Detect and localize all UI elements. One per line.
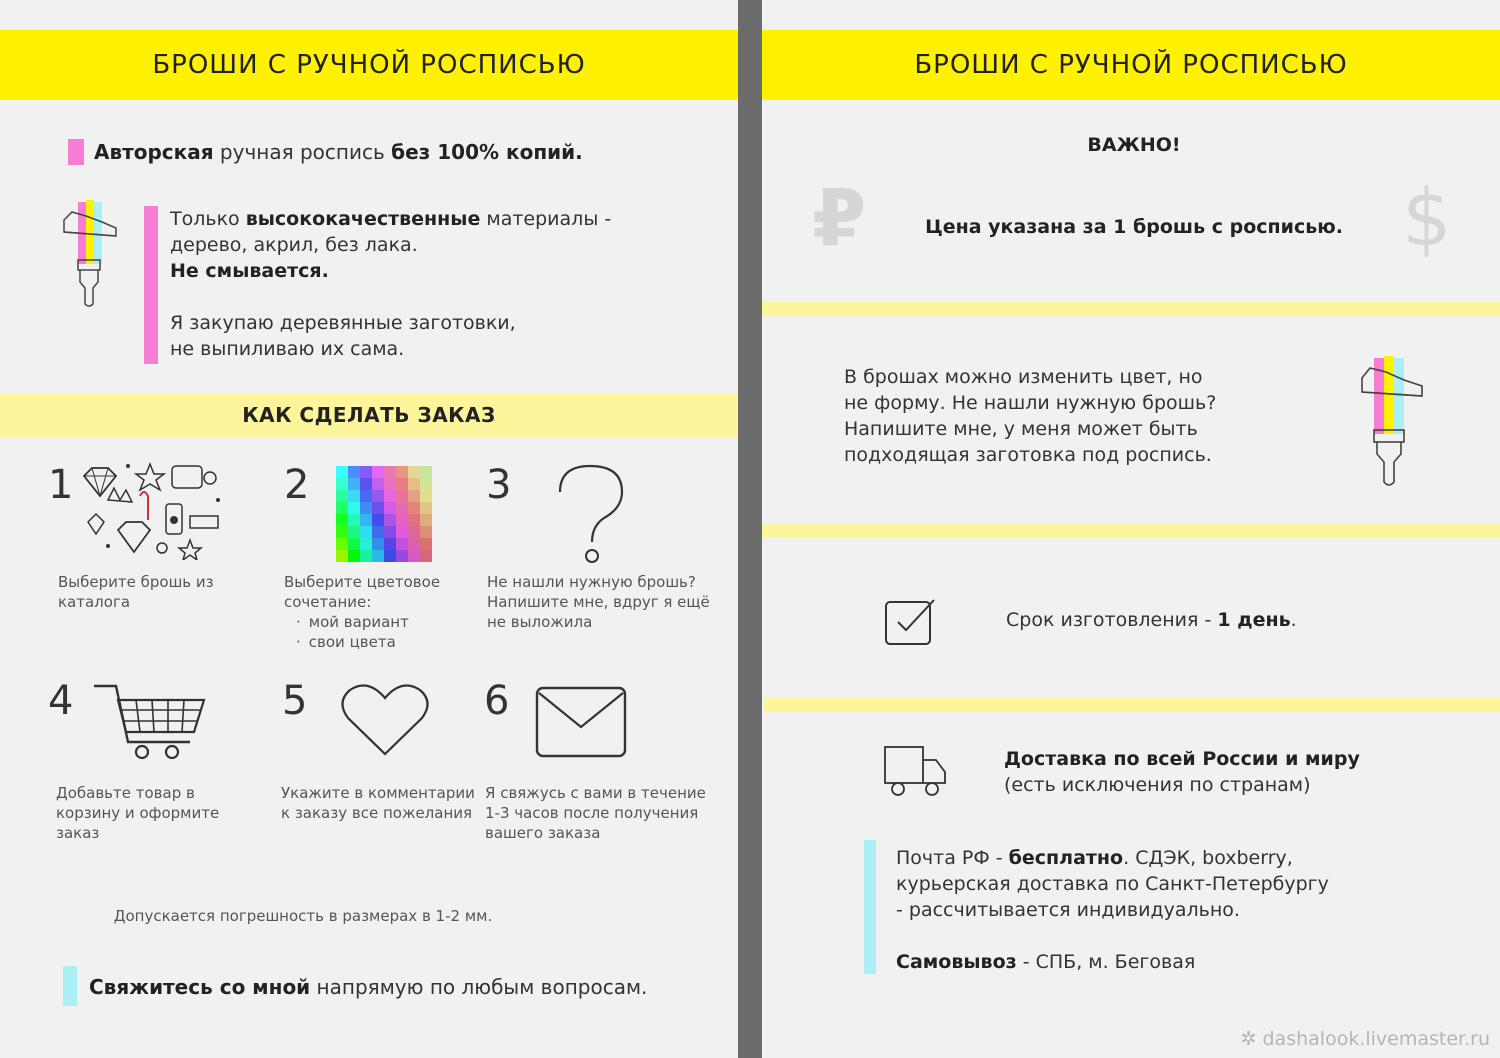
checkbox-icon	[884, 598, 936, 646]
color-grid-cell	[336, 490, 348, 502]
color-grid-cell	[348, 502, 360, 514]
color-grid-cell	[420, 466, 432, 478]
shipping-line1c: . СДЭК, boxberry,	[1123, 847, 1293, 869]
color-grid-cell	[360, 466, 372, 478]
color-grid-cell	[372, 550, 384, 562]
color-grid-cell	[336, 478, 348, 490]
color-grid-cell	[408, 490, 420, 502]
color-grid-cell	[408, 478, 420, 490]
intro-pink-marker	[68, 139, 84, 165]
left-page	[0, 0, 738, 1058]
contact-cyan-marker	[63, 966, 77, 1006]
production-text	[1006, 607, 1297, 633]
delivery-text	[1004, 746, 1360, 798]
tolerance-note: Допускается погрешность в размерах в 1-2 мм.	[113, 907, 493, 925]
shipping-free: бесплатно	[1008, 847, 1124, 869]
color-grid-cell	[384, 478, 396, 490]
intro-middle: ручная роспись	[213, 140, 392, 164]
doodle-collage-icon	[78, 460, 226, 560]
color-grid-cell	[384, 538, 396, 550]
step-2-option-2: · свои цвета	[296, 632, 474, 652]
color-grid-cell	[396, 490, 408, 502]
step-2-block	[284, 572, 474, 652]
color-grid-cell	[408, 514, 420, 526]
color-grid-cell	[360, 526, 372, 538]
right-header	[762, 30, 1500, 100]
shipping-text	[896, 845, 1416, 975]
left-header-title: БРОШИ С РУЧНОЙ РОСПИСЬЮ	[152, 50, 586, 80]
color-grid-cell	[348, 478, 360, 490]
materials-pink-bar	[144, 206, 158, 364]
color-grid-cell	[396, 478, 408, 490]
materials-line4: Я закупаю деревянные заготовки,	[170, 312, 516, 334]
heart-icon	[340, 680, 430, 758]
price-note-text: Цена указана за 1 брошь с росписью.	[925, 216, 1343, 238]
step-5-text: Укажите в комментарии к заказу все пожелания	[281, 784, 475, 822]
color-grid-cell	[420, 514, 432, 526]
color-grid-cell	[372, 538, 384, 550]
paintbrush-sneaker-icon	[58, 198, 122, 310]
shopping-cart-icon	[92, 682, 208, 762]
step-4-number: 4	[48, 678, 74, 724]
color-grid-cell	[408, 502, 420, 514]
dollar-icon: $	[1402, 174, 1452, 264]
color-grid-cell	[384, 514, 396, 526]
color-grid-cell	[372, 502, 384, 514]
pickup-bold: Самовывоз	[896, 951, 1017, 973]
color-grid-cell	[396, 514, 408, 526]
materials-line3: Не смывается.	[170, 260, 329, 282]
materials-text	[170, 206, 690, 362]
color-grid-cell	[348, 550, 360, 562]
color-grid-cell	[372, 478, 384, 490]
materials-line5: не выпиливаю их сама.	[170, 338, 405, 360]
color-grid-cell	[420, 550, 432, 562]
color-change-text	[844, 364, 1304, 468]
materials-line1c: материалы -	[480, 208, 612, 230]
color-grid-cell	[396, 550, 408, 562]
color-grid-cell	[360, 490, 372, 502]
left-header	[0, 30, 738, 100]
color-grid-cell	[396, 466, 408, 478]
color-grid-cell	[360, 538, 372, 550]
step-2-number: 2	[284, 462, 310, 508]
color-grid-cell	[372, 490, 384, 502]
color-grid-cell	[420, 538, 432, 550]
step-2-option-1: · мой вариант	[296, 612, 474, 632]
delivery-truck-icon	[882, 744, 948, 800]
color-grid-icon	[336, 466, 432, 562]
color-grid-cell	[420, 502, 432, 514]
color-grid-cell	[408, 550, 420, 562]
color-grid-cell	[360, 514, 372, 526]
delivery-title: Доставка по всей России и миру	[1004, 748, 1360, 770]
production-days: 1 день	[1217, 609, 1291, 631]
color-grid-cell	[360, 478, 372, 490]
color-grid-cell	[360, 550, 372, 562]
step-3-number: 3	[486, 462, 512, 508]
materials-line2: дерево, акрил, без лака.	[170, 234, 418, 256]
yellow-separator-2	[762, 524, 1500, 538]
color-grid-cell	[384, 526, 396, 538]
color-grid-cell	[408, 538, 420, 550]
color-grid-cell	[348, 538, 360, 550]
color-change-line1: В брошах можно изменить цвет, но	[844, 366, 1203, 388]
contact-rest: напрямую по любым вопросам.	[310, 975, 648, 999]
color-grid-cell	[348, 514, 360, 526]
color-grid-cell	[420, 526, 432, 538]
important-text: ВАЖНО!	[1087, 134, 1181, 156]
step-1-text: Выберите брошь из каталога	[58, 573, 214, 611]
color-grid-cell	[336, 466, 348, 478]
color-grid-cell	[336, 550, 348, 562]
price-note	[762, 216, 1500, 238]
paintbrush-sneaker-icon	[1358, 354, 1428, 490]
shipping-line3: - рассчитывается индивидуально.	[896, 899, 1240, 921]
gear-icon: ✲	[1240, 1028, 1257, 1050]
color-grid-cell	[396, 502, 408, 514]
color-grid-cell	[372, 466, 384, 478]
right-header-title: БРОШИ С РУЧНОЙ РОСПИСЬЮ	[914, 50, 1348, 80]
color-grid-cell	[420, 490, 432, 502]
ruble-icon: ₽	[812, 174, 867, 264]
color-grid-cell	[408, 526, 420, 538]
step-2-text: Выберите цветовое сочетание:	[284, 573, 441, 611]
question-mark-icon	[552, 462, 628, 566]
color-grid-cell	[420, 478, 432, 490]
color-grid-cell	[348, 490, 360, 502]
watermark-text: dashalook.livemaster.ru	[1262, 1028, 1490, 1050]
color-grid-cell	[372, 526, 384, 538]
color-grid-cell	[408, 466, 420, 478]
envelope-icon	[534, 685, 628, 759]
yellow-separator-3	[764, 698, 1500, 712]
color-grid-cell	[384, 502, 396, 514]
production-label: Срок изготовления -	[1006, 609, 1218, 631]
important-heading	[762, 134, 1500, 156]
color-grid-cell	[348, 466, 360, 478]
order-band	[0, 393, 738, 437]
step-6-number: 6	[484, 678, 510, 724]
materials-line1a: Только	[170, 208, 246, 230]
color-change-line3: Напишите мне, у меня может быть	[844, 418, 1198, 440]
color-grid-cell	[384, 550, 396, 562]
intro-text	[94, 139, 583, 165]
delivery-subtitle: (есть исключения по странам)	[1004, 774, 1311, 796]
step-4-text: Добавьте товар в корзину и оформите заказ	[56, 784, 220, 842]
intro-bold-nocopy: без 100% копий.	[391, 140, 583, 164]
watermark	[1241, 1028, 1490, 1050]
order-title: КАК СДЕЛАТЬ ЗАКАЗ	[242, 403, 496, 427]
color-grid-cell	[336, 514, 348, 526]
yellow-separator-1	[762, 302, 1500, 316]
step-5-number: 5	[282, 678, 308, 724]
intro-bold-author: Авторская	[94, 140, 214, 164]
production-tail: .	[1290, 609, 1297, 631]
shipping-line2: курьерская доставка по Санкт-Петербургу	[896, 873, 1329, 895]
page-divider	[738, 0, 762, 1058]
color-grid-cell	[396, 526, 408, 538]
step-6-text: Я свяжусь с вами в течение 1-3 часов после получения вашего заказа	[485, 784, 706, 842]
pickup-rest: - СПБ, м. Беговая	[1016, 951, 1196, 973]
color-grid-cell	[360, 502, 372, 514]
color-grid-cell	[336, 502, 348, 514]
shipping-cyan-bar	[864, 840, 876, 974]
color-change-line2: не форму. Не нашли нужную брошь?	[844, 392, 1217, 414]
shipping-line1a: Почта РФ -	[896, 847, 1009, 869]
materials-line1b: высококачественные	[245, 208, 481, 230]
step-3-text: Не нашли нужную брошь? Напишите мне, вдруг я ещё не выложила	[487, 573, 710, 631]
color-grid-cell	[336, 538, 348, 550]
color-grid-cell	[384, 466, 396, 478]
color-grid-cell	[396, 538, 408, 550]
color-grid-cell	[384, 490, 396, 502]
color-change-line4: подходящая заготовка под роспись.	[844, 444, 1212, 466]
contact-text	[89, 974, 647, 1000]
step-1-number: 1	[48, 462, 74, 508]
color-grid-cell	[336, 526, 348, 538]
contact-bold: Свяжитесь со мной	[89, 975, 311, 999]
color-grid-cell	[348, 526, 360, 538]
color-grid-cell	[372, 514, 384, 526]
right-page	[762, 0, 1500, 1058]
